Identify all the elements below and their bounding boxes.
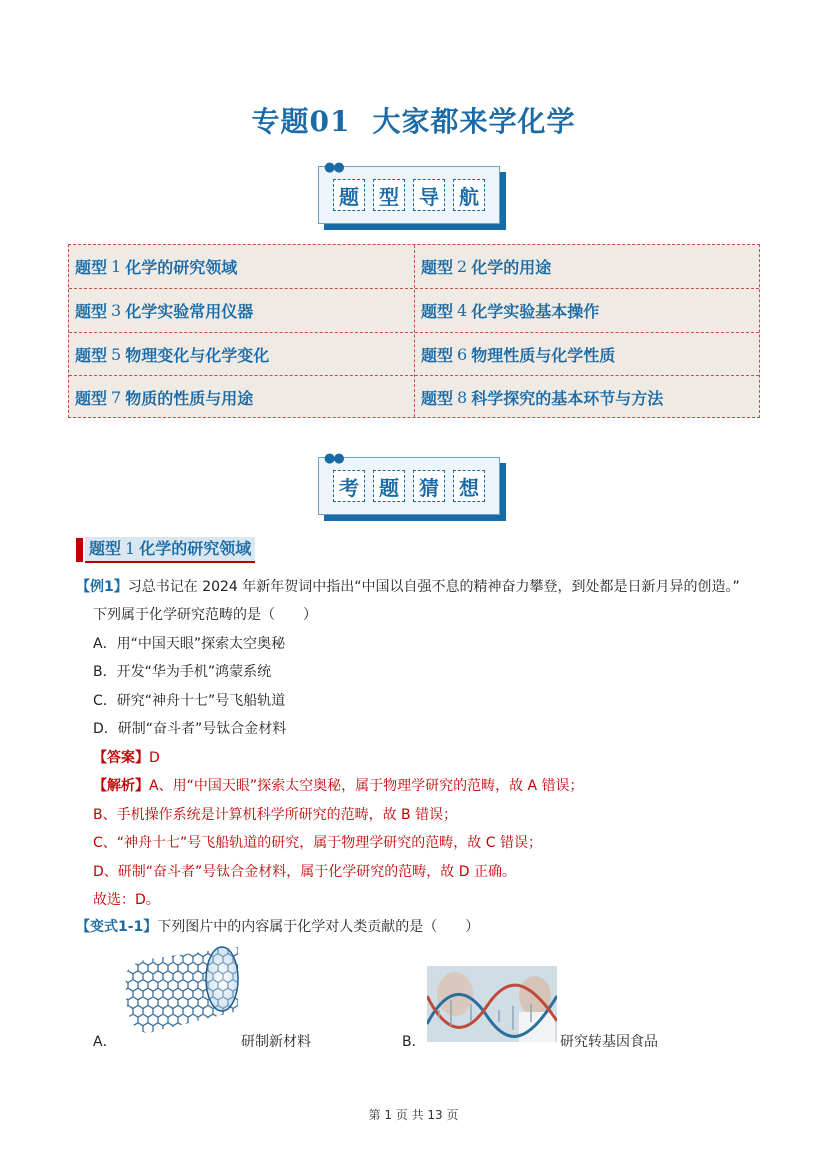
option-b-caption: 研究转基因食品 <box>560 1034 658 1050</box>
analysis-label: 【解析】 <box>93 778 149 794</box>
type-link-2[interactable] <box>415 245 551 288</box>
page-title <box>0 100 827 140</box>
example-stem-line2: 下列属于化学研究范畴的是（ ） <box>93 607 317 623</box>
analysis-line-d: D、研制“奋斗者”号钛合金材料，属于化学研究的范畴，故 D 正确。 <box>93 864 516 880</box>
answer-label: 【答案】 <box>93 750 149 766</box>
type-num: 4 <box>457 301 468 320</box>
type-num: 8 <box>457 388 468 407</box>
guess-badge-box <box>318 457 500 515</box>
type-num: 7 <box>111 388 122 407</box>
guess-badge-char: 想 <box>453 470 485 502</box>
type-prefix: 题型 <box>421 389 454 408</box>
analysis-line-c: C、“神舟十七”号飞船轨道的研究，属于物理学研究的范畴，故 C 错误； <box>93 835 542 851</box>
variant-tag: 【变式1-1】 <box>76 919 158 935</box>
type-num: 6 <box>457 345 468 364</box>
analysis-line-a <box>93 775 584 795</box>
analysis-line-b: B、手机操作系统是计算机科学所研究的范畴，故 B 错误； <box>93 807 458 823</box>
option-a-letter: A． <box>93 1034 117 1050</box>
example-tag: 【例1】 <box>76 579 128 595</box>
topic-prefix: 题型 <box>89 539 122 558</box>
type-prefix: 题型 <box>421 302 454 321</box>
analysis-text: A、用“中国天眼”探索太空奥秘，属于物理学研究的范畴，故 A 错误； <box>149 778 584 794</box>
variant-text: 下列图片中的内容属于化学对人类贡献的是（ ） <box>157 919 480 935</box>
type-label: 科学探究的基本环节与方法 <box>471 389 664 408</box>
type-link-3[interactable] <box>69 289 253 332</box>
type-prefix: 题型 <box>421 258 454 277</box>
type-prefix: 题型 <box>75 389 108 408</box>
type-prefix: 题型 <box>75 258 108 277</box>
conclusion-line: 故选：D。 <box>93 892 160 908</box>
guess-badge-char: 题 <box>373 470 405 502</box>
type-num: 3 <box>111 301 122 320</box>
option-d: D．研制“奋斗者”号钛合金材料 <box>93 721 287 737</box>
nav-badge-char: 型 <box>373 179 405 211</box>
nav-badge <box>318 160 508 228</box>
example-stem: 习总书记在 2024 年新年贺词中指出“中国以自强不息的精神奋力攀登，到处都是日新月异的创造。” <box>127 579 740 595</box>
answer-line <box>93 747 160 767</box>
topic-marker <box>76 538 83 562</box>
type-label: 物质的性质与用途 <box>125 389 254 408</box>
option-b-letter: B． <box>402 1034 426 1050</box>
type-label: 化学实验常用仪器 <box>125 302 254 321</box>
type-prefix: 题型 <box>75 302 108 321</box>
pin-icon: ●● <box>324 451 343 466</box>
page-footer: 第 1 页 共 13 页 <box>368 1108 459 1122</box>
type-link-6[interactable] <box>415 333 615 376</box>
type-prefix: 题型 <box>421 346 454 365</box>
type-label: 化学的用途 <box>471 258 552 277</box>
topic-num: 1 <box>125 539 136 558</box>
type-link-4[interactable] <box>415 289 599 332</box>
nav-badge-char: 航 <box>453 179 485 211</box>
topic-header <box>76 537 255 563</box>
type-navigation-grid <box>68 244 760 418</box>
option-a: A．用“中国天眼”探索太空奥秘 <box>93 636 286 652</box>
pin-icon: ●● <box>324 160 343 175</box>
type-label: 化学实验基本操作 <box>471 302 600 321</box>
type-label: 物理变化与化学变化 <box>125 346 270 365</box>
topic-title <box>85 537 255 563</box>
nav-badge-char: 题 <box>333 179 365 211</box>
example-stem-line1 <box>76 576 740 596</box>
guess-badge-char: 考 <box>333 470 365 502</box>
type-label: 物理性质与化学性质 <box>471 346 616 365</box>
type-label: 化学的研究领域 <box>125 258 238 277</box>
answer-value: D <box>149 750 160 766</box>
nanotube-image <box>118 945 240 1041</box>
nav-badge-box <box>318 166 500 224</box>
type-link-5[interactable] <box>69 333 269 376</box>
type-num: 5 <box>111 345 122 364</box>
option-c: C．研究“神舟十七”号飞船轨道 <box>93 693 286 709</box>
title-code: 专题01 <box>251 105 351 138</box>
option-a-caption: 研制新材料 <box>241 1034 311 1050</box>
type-link-1[interactable] <box>69 245 237 288</box>
dna-image <box>427 966 557 1042</box>
title-text: 大家都来学化学 <box>372 105 576 138</box>
nav-badge-char: 导 <box>413 179 445 211</box>
guess-badge-char: 猜 <box>413 470 445 502</box>
type-prefix: 题型 <box>75 346 108 365</box>
type-num: 1 <box>111 257 122 276</box>
type-link-8[interactable] <box>415 376 663 419</box>
variant-stem <box>76 916 479 936</box>
topic-label: 化学的研究领域 <box>139 539 252 558</box>
type-link-7[interactable] <box>69 376 253 419</box>
guess-badge <box>318 451 508 519</box>
type-num: 2 <box>457 257 468 276</box>
option-b: B．开发“华为手机”鸿蒙系统 <box>93 664 272 680</box>
